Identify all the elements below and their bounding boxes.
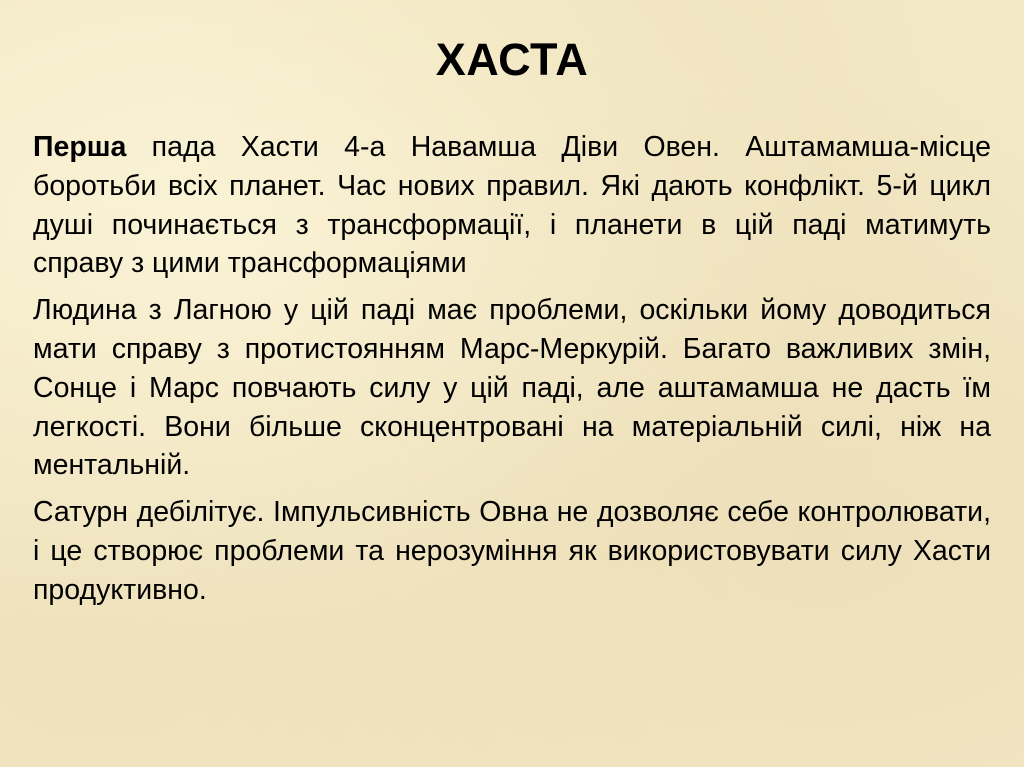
paragraph-1-lead: Перша bbox=[33, 131, 127, 163]
paragraph-2 bbox=[33, 291, 991, 485]
slide-title: ХАСТА bbox=[435, 34, 589, 85]
paragraph-3-text: Сатурн дебілітує. Імпульсивність Овна не дозволяє себе контролювати, і це створює проблеми та нерозуміння як використовувати силу Хасти продуктивно. bbox=[33, 496, 991, 606]
slide-body bbox=[33, 128, 991, 618]
paragraph-3 bbox=[33, 493, 991, 609]
paragraph-2-text: Людина з Лагною у цій паді має проблеми, оскільки йому доводиться мати справу з протистоянням Марс-Меркурій. Багато важливих змін, Сонце і Марс повчають силу у цій паді, але аштамамша не дасть їм легкості. Вони більше сконцентровані на матеріальній силі, ніж на ментальній. bbox=[33, 294, 991, 482]
paragraph-1 bbox=[33, 128, 991, 283]
paragraph-1-text: пада Хасти 4-а Навамша Діви Овен. Аштамамша-місце боротьби всіх планет. Час нових правил. Які дають конфлікт. 5-й цикл душі починається з трансформації, і планети в цій паді матимуть справу з цими трансформаціями bbox=[33, 131, 991, 280]
